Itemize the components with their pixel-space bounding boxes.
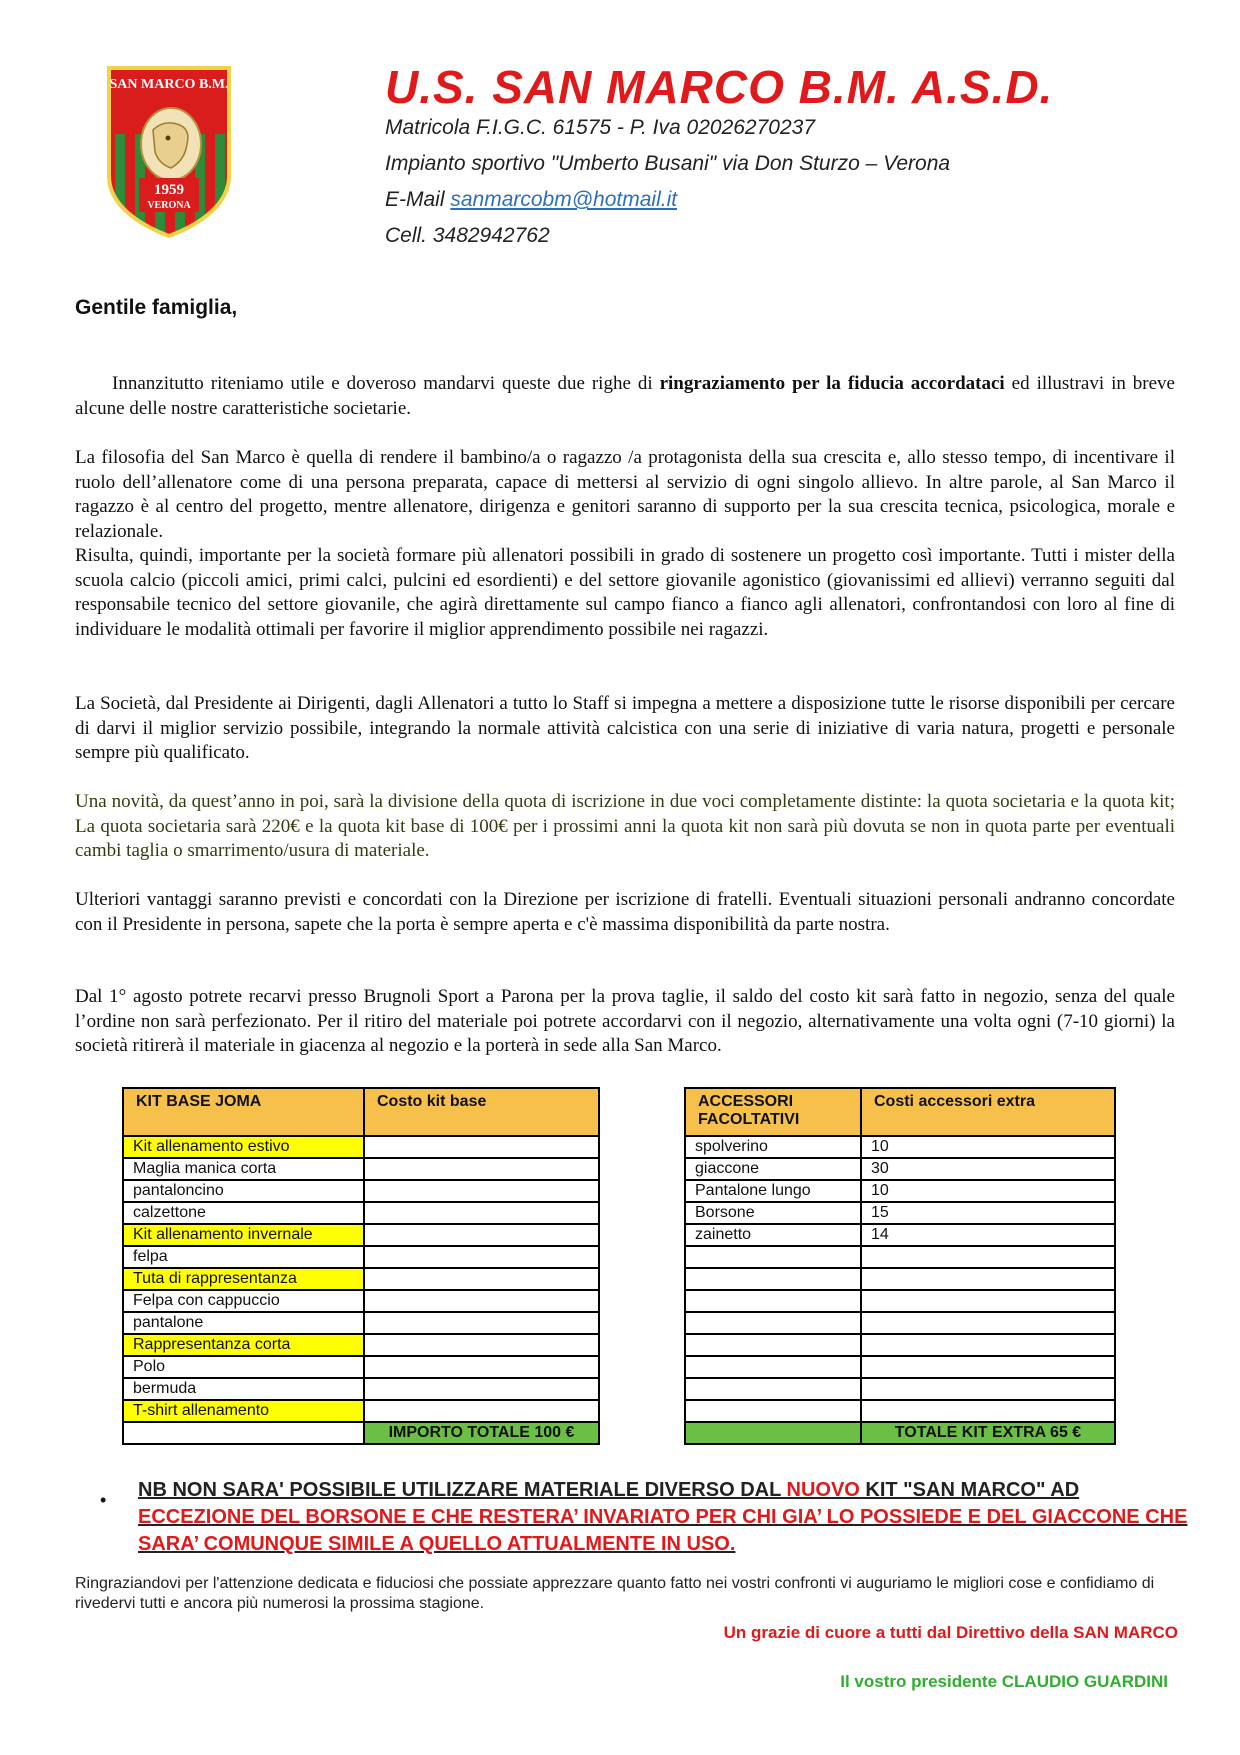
email-label: E-Mail xyxy=(385,188,451,211)
accessory-price-cell xyxy=(861,1268,1115,1290)
kit-header-item: KIT BASE JOMA xyxy=(123,1088,364,1136)
table-row xyxy=(685,1334,1115,1356)
table-row xyxy=(123,1158,599,1180)
kit-item-cell: Kit allenamento estivo xyxy=(123,1136,364,1158)
kit-item-cell: pantaloncino xyxy=(123,1180,364,1202)
accessory-price-cell xyxy=(861,1356,1115,1378)
kit-cost-cell xyxy=(364,1378,599,1400)
accessory-price-cell xyxy=(861,1290,1115,1312)
accessory-price-cell: 14 xyxy=(861,1224,1115,1246)
impianto-line: Impianto sportivo "Umberto Busani" via Don Sturzo – Verona xyxy=(385,152,951,175)
table-row xyxy=(123,1356,599,1378)
kit-cost-cell xyxy=(364,1246,599,1268)
accessory-price-cell xyxy=(861,1378,1115,1400)
email-link[interactable]: sanmarcobm@hotmail.it xyxy=(450,188,678,211)
intro-paragraph xyxy=(75,372,1175,421)
greeting: Gentile famiglia, xyxy=(75,296,238,319)
table-row xyxy=(685,1268,1115,1290)
table-row xyxy=(123,1136,599,1158)
kit-item-cell: Maglia manica corta xyxy=(123,1158,364,1180)
notice-part-3: KIT "SAN MARCO" AD xyxy=(859,1479,1080,1501)
accessories-table xyxy=(684,1087,1116,1445)
cell-line: Cell. 3482942762 xyxy=(385,224,550,247)
kit-item-cell: felpa xyxy=(123,1246,364,1268)
kit-cost-cell xyxy=(364,1400,599,1422)
club-logo xyxy=(105,64,233,240)
notice-part-1: NB NON SARA' POSSIBILE UTILIZZARE MATERIALE DIVERSO DAL xyxy=(138,1479,787,1501)
intro-text-bold: ringraziamento per la fiducia accordataci xyxy=(659,373,1005,394)
table-row xyxy=(123,1246,599,1268)
table-header-row xyxy=(685,1088,1115,1136)
logo-title: SAN MARCO B.M. xyxy=(109,77,229,92)
table-row xyxy=(123,1290,599,1312)
kit-item-cell: Kit allenamento invernale xyxy=(123,1224,364,1246)
shield-crest-icon xyxy=(105,64,233,240)
table-row xyxy=(685,1180,1115,1202)
accessory-item-cell xyxy=(685,1378,861,1400)
table-row xyxy=(685,1202,1115,1224)
accessory-price-cell xyxy=(861,1312,1115,1334)
accessory-item-cell: zainetto xyxy=(685,1224,861,1246)
table-row xyxy=(123,1224,599,1246)
table-row xyxy=(685,1224,1115,1246)
kit-cost-cell xyxy=(364,1224,599,1246)
shop-paragraph: Dal 1° agosto potrete recarvi presso Brugnoli Sport a Parona per la prova taglie, il saldo del costo kit sarà fatto in negozio, senza del quale l’ordine non sarà perfezionato. Per il ritiro del materiale poi potrete accordarvi con il negozio, alternativamente una volta ogni (7-10 giorni) la società ritirerà il materiale in giacenza al negozio e la porterà in sede alla San Marco. xyxy=(75,986,1175,1056)
accessory-item-cell: spolverino xyxy=(685,1136,861,1158)
kit-item-cell: Polo xyxy=(123,1356,364,1378)
table-row xyxy=(123,1400,599,1422)
society-paragraph: La Società, dal Presidente ai Dirigenti, dagli Allenatori a tutto lo Staff si impegna a mettere a disposizione tutte le risorse disponibili per cercare di darvi il miglior servizio possibile, integrando la normale attività calcistica con una serie di iniziative di varia natura, progetti e personale sempre più qualificato. xyxy=(75,693,1175,763)
kit-cost-cell xyxy=(364,1356,599,1378)
kit-item-cell: T-shirt allenamento xyxy=(123,1400,364,1422)
table-row xyxy=(685,1158,1115,1180)
table-row xyxy=(123,1312,599,1334)
accessory-item-cell: giaccone xyxy=(685,1158,861,1180)
accessory-item-cell xyxy=(685,1290,861,1312)
table-row xyxy=(123,1378,599,1400)
accessory-item-cell xyxy=(685,1356,861,1378)
table-total-row xyxy=(123,1422,599,1444)
accessory-price-cell xyxy=(861,1246,1115,1268)
advantages-paragraph: Ulteriori vantaggi saranno previsti e concordati con la Direzione per iscrizione di fratelli. Eventuali situazioni personali andranno concordate con il Presidente in persona, sapete che la porta è sempre aperta e c'è massima disponibilità da parte nostra. xyxy=(75,889,1175,935)
accessory-item-cell xyxy=(685,1312,861,1334)
novelty-paragraph: Una novità, da quest’anno in poi, sarà la divisione della quota di iscrizione in due voci completamente distinte: la quota societaria e la quota kit; La quota societaria sarà 220€ e la quota kit base di 100€ per i prossimi anni la quota kit non sarà più dovuta se non in quota parte per eventuali cambi taglia o smarrimento/usura di materiale. xyxy=(75,791,1175,861)
accessory-price-cell: 10 xyxy=(861,1136,1115,1158)
president-signature: Il vostro presidente CLAUDIO GUARDINI xyxy=(840,1672,1168,1691)
kit-cost-cell xyxy=(364,1180,599,1202)
kit-cost-cell xyxy=(364,1334,599,1356)
kit-cost-cell xyxy=(364,1268,599,1290)
table-row xyxy=(685,1136,1115,1158)
thanks-line: Un grazie di cuore a tutti dal Direttivo della SAN MARCO xyxy=(723,1623,1178,1642)
table-row xyxy=(685,1400,1115,1422)
kit-cost-cell xyxy=(364,1312,599,1334)
kit-cost-cell xyxy=(364,1136,599,1158)
intro-text-c: ed illustravi in breve alcune delle nostre caratteristiche societarie. xyxy=(75,373,1175,419)
accessory-item-cell xyxy=(685,1268,861,1290)
coaches-text: Risulta, quindi, importante per la società formare più allenatori possibili in grado di sostenere un progetto così importante. Tutti i mister della scuola calcio (piccoli amici, primi calci, pulcini ed esordienti) e del settore giovanile agonistico (giovanissimi ed allievi) verranno seguiti dal responsabile tecnico del settore giovanile, che agirà direttamente sul campo fianco a fianco agli allenatori, confrontandosi con loro al fine di individuare le modalità ottimali per favorire il miglior apprendimento possibile nei ragazzi. xyxy=(75,545,1175,640)
acc-total-cell: TOTALE KIT EXTRA 65 € xyxy=(861,1422,1115,1444)
table-row xyxy=(685,1246,1115,1268)
accessory-price-cell: 15 xyxy=(861,1202,1115,1224)
table-row xyxy=(123,1180,599,1202)
accessory-item-cell: Pantalone lungo xyxy=(685,1180,861,1202)
kit-cost-cell xyxy=(364,1290,599,1312)
kit-cost-cell xyxy=(364,1158,599,1180)
acc-header-cost: Costi accessori extra xyxy=(861,1088,1115,1136)
accessory-item-cell xyxy=(685,1246,861,1268)
philosophy-text: La filosofia del San Marco è quella di rendere il bambino/a o ragazzo /a protagonista della sua crescita e, allo stesso tempo, di incentivare il ruolo dell’allenatore come di una persona preparata, capace di mettersi al servizio di ogni singolo allievo. In altre parole, al San Marco il ragazzo è al centro del progetto, mentre allenatore, dirigenza e genitori saranno di supporto per la sua crescita tecnica, psicologica, morale e relazionale. xyxy=(75,447,1175,542)
acc-total-empty-cell xyxy=(685,1422,861,1444)
closing-text: Ringraziandovi per l'attenzione dedicata e fiduciosi che possiate apprezzare quanto fatto nei vostri confronti vi auguriamo le migliori cose e confidiamo di rivedervi tutti e ancora più numerosi la prossima stagione. xyxy=(75,1575,1155,1612)
logo-year: 1959 xyxy=(154,182,184,198)
acc-header-item: ACCESSORI FACOLTATIVI xyxy=(685,1088,861,1136)
table-total-row xyxy=(685,1422,1115,1444)
club-name-title: U.S. SAN MARCO B.M. A.S.D. xyxy=(385,61,1054,113)
logo-city: VERONA xyxy=(147,200,191,211)
accessory-price-cell: 10 xyxy=(861,1180,1115,1202)
kit-item-cell: bermuda xyxy=(123,1378,364,1400)
table-row xyxy=(123,1202,599,1224)
notice-part-4: ECCEZIONE DEL BORSONE E CHE RESTERA’ INVARIATO PER CHI GIA’ LO POSSIEDE E DEL GIACCONE CHE SARA’ COMUNQUE SIMILE A QUELLO ATTUALMENTE IN USO. xyxy=(138,1506,1188,1555)
notice-text xyxy=(138,1477,1198,1558)
accessory-item-cell: Borsone xyxy=(685,1202,861,1224)
intro-text-a: Innanzitutto riteniamo utile e doveroso mandarvi queste due righe di xyxy=(112,373,660,394)
table-row xyxy=(685,1378,1115,1400)
table-row xyxy=(685,1290,1115,1312)
accessory-item-cell xyxy=(685,1400,861,1422)
kit-total-empty-cell xyxy=(123,1422,364,1444)
table-header-row xyxy=(123,1088,599,1136)
table-row xyxy=(685,1356,1115,1378)
notice-part-2: NUOVO xyxy=(786,1479,860,1501)
kit-total-cell: IMPORTO TOTALE 100 € xyxy=(364,1422,599,1444)
kit-header-cost: Costo kit base xyxy=(364,1088,599,1136)
notice-bullet: • xyxy=(100,1490,107,1510)
table-row xyxy=(685,1312,1115,1334)
matricola-line: Matricola F.I.G.C. 61575 - P. Iva 02026270237 xyxy=(385,116,815,139)
kit-cost-cell xyxy=(364,1202,599,1224)
table-row xyxy=(123,1268,599,1290)
email-line xyxy=(385,188,677,212)
kit-item-cell: Tuta di rappresentanza xyxy=(123,1268,364,1290)
kit-base-table xyxy=(122,1087,600,1445)
kit-item-cell: calzettone xyxy=(123,1202,364,1224)
philosophy-paragraph xyxy=(75,446,1175,642)
accessory-price-cell: 30 xyxy=(861,1158,1115,1180)
kit-item-cell: Felpa con cappuccio xyxy=(123,1290,364,1312)
kit-item-cell: Rappresentanza corta xyxy=(123,1334,364,1356)
table-row xyxy=(123,1334,599,1356)
accessory-price-cell xyxy=(861,1400,1115,1422)
kit-item-cell: pantalone xyxy=(123,1312,364,1334)
accessory-price-cell xyxy=(861,1334,1115,1356)
accessory-item-cell xyxy=(685,1334,861,1356)
